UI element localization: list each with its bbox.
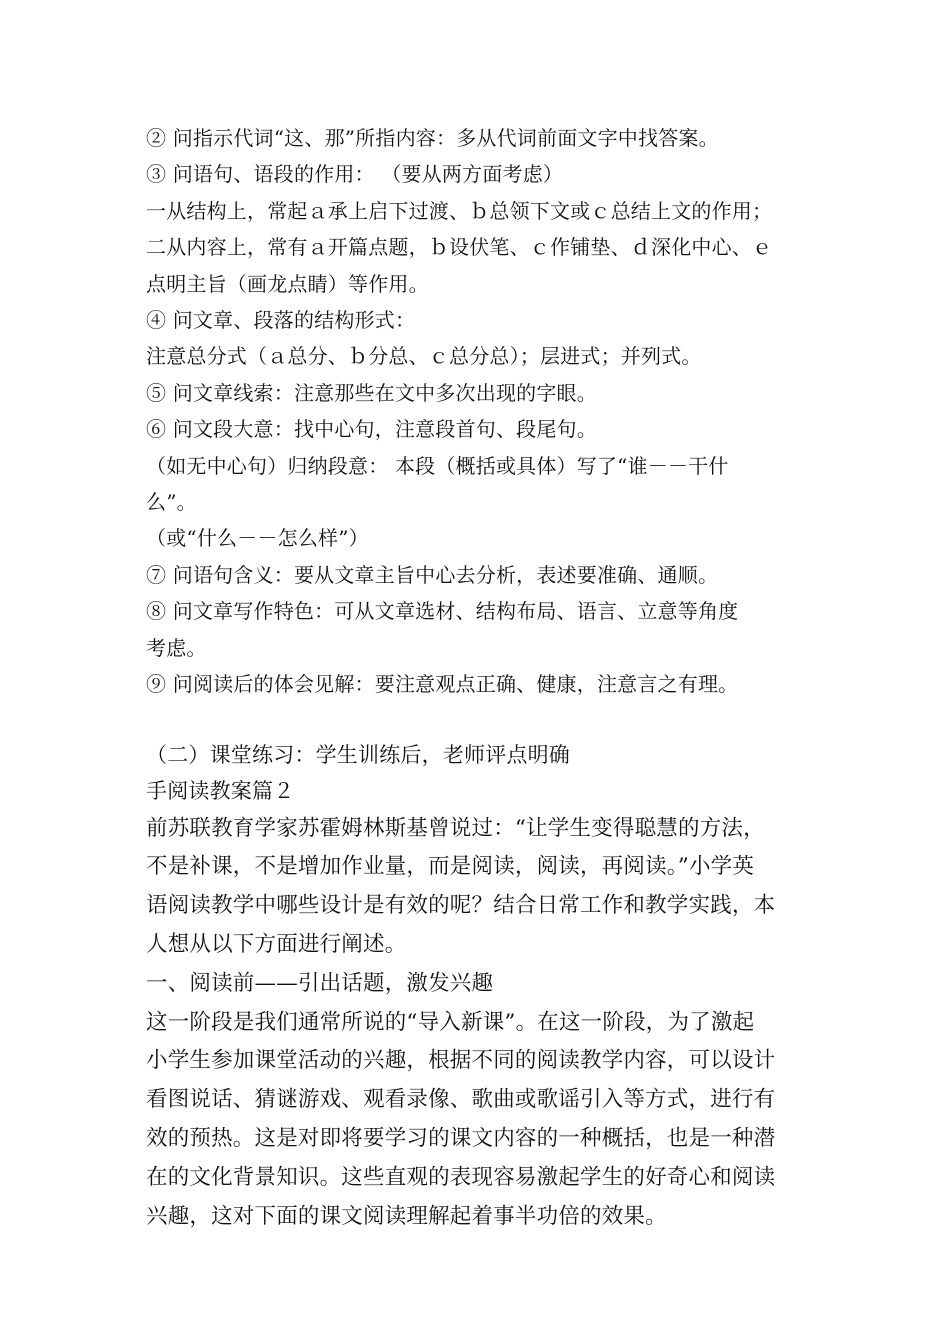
section-heading: 一、阅读前——引出话题，激发兴趣 xyxy=(146,970,494,996)
text-line: 注意总分式（ａ总分、ｂ分总、ｃ总分总）；层进式；并列式。 xyxy=(146,344,702,369)
text-line: 看图说话、猜谜游戏、观看录像、歌曲或歌谣引入等方式，进行有 xyxy=(146,1087,776,1113)
answer-tips-list xyxy=(146,120,818,703)
article-title: 手阅读教案篇２ xyxy=(146,779,295,804)
text-line: ⑤ 问文章线索：注意那些在文中多次出现的字眼。 xyxy=(146,380,597,405)
text-line: 语阅读教学中哪些设计是有效的呢？结合日常工作和教学实践，本 xyxy=(146,893,776,919)
text-line: 么”。 xyxy=(146,490,197,515)
section-headings xyxy=(146,737,818,810)
text-line: 前苏联教育学家苏霍姆林斯基曾说过：“让学生变得聪慧的方法， xyxy=(146,815,765,841)
document-body xyxy=(146,120,818,1236)
text-line: 效的预热。这是对即将要学习的课文内容的一种概括，也是一种潜 xyxy=(146,1126,776,1152)
text-line: 二从内容上，常有ａ开篇点题，ｂ设伏笔、ｃ作铺垫、ｄ深化中心、ｅ xyxy=(146,235,773,260)
text-line: ⑨ 问阅读后的体会见解：要注意观点正确、健康，注意言之有理。 xyxy=(146,672,739,697)
text-line: 兴趣，这对下面的课文阅读理解起着事半功倍的效果。 xyxy=(146,1203,667,1229)
text-line: 小学生参加课堂活动的兴趣，根据不同的阅读教学内容，可以设计 xyxy=(146,1048,776,1074)
text-line: 点明主旨（画龙点睛）等作用。 xyxy=(146,271,429,296)
text-line: 这一阶段是我们通常所说的“导入新课”。在这一阶段，为了激起 xyxy=(146,1009,755,1035)
text-line: 不是补课，不是增加作业量，而是阅读，阅读，再阅读。”小学英 xyxy=(146,854,755,880)
text-line: ⑦ 问语句含义：要从文章主旨中心去分析，表述要准确、通顺。 xyxy=(146,562,719,587)
text-line: 在的文化背景知识。这些直观的表现容易激起学生的好奇心和阅读 xyxy=(146,1164,776,1190)
article-body xyxy=(146,810,818,1237)
text-line: ③ 问语句、语段的作用： （要从两方面考虑） xyxy=(146,162,564,187)
text-line: （如无中心句）归纳段意： 本段（概括或具体）写了“谁－－干什 xyxy=(146,453,729,478)
paragraph-gap xyxy=(146,703,818,737)
text-line: ⑧ 问文章写作特色：可从文章选材、结构布局、语言、立意等角度 xyxy=(146,599,739,624)
text-line: ⑥ 问文段大意：找中心句，注意段首句、段尾句。 xyxy=(146,417,597,442)
text-line: （或“什么－－怎么样”） xyxy=(146,526,369,551)
text-line: 考虑。 xyxy=(146,635,207,660)
subheading: （二）课堂练习：学生训练后，老师评点明确 xyxy=(146,742,570,767)
text-line: 一从结构上，常起ａ承上启下过渡、ｂ总领下文或ｃ总结上文的作用； xyxy=(146,198,773,223)
text-line: ④ 问文章、段落的结构形式： xyxy=(146,308,416,333)
text-line: 人想从以下方面进行阐述。 xyxy=(146,932,407,958)
text-line: ② 问指示代词“这、那”所指内容：多从代词前面文字中找答案。 xyxy=(146,126,719,150)
